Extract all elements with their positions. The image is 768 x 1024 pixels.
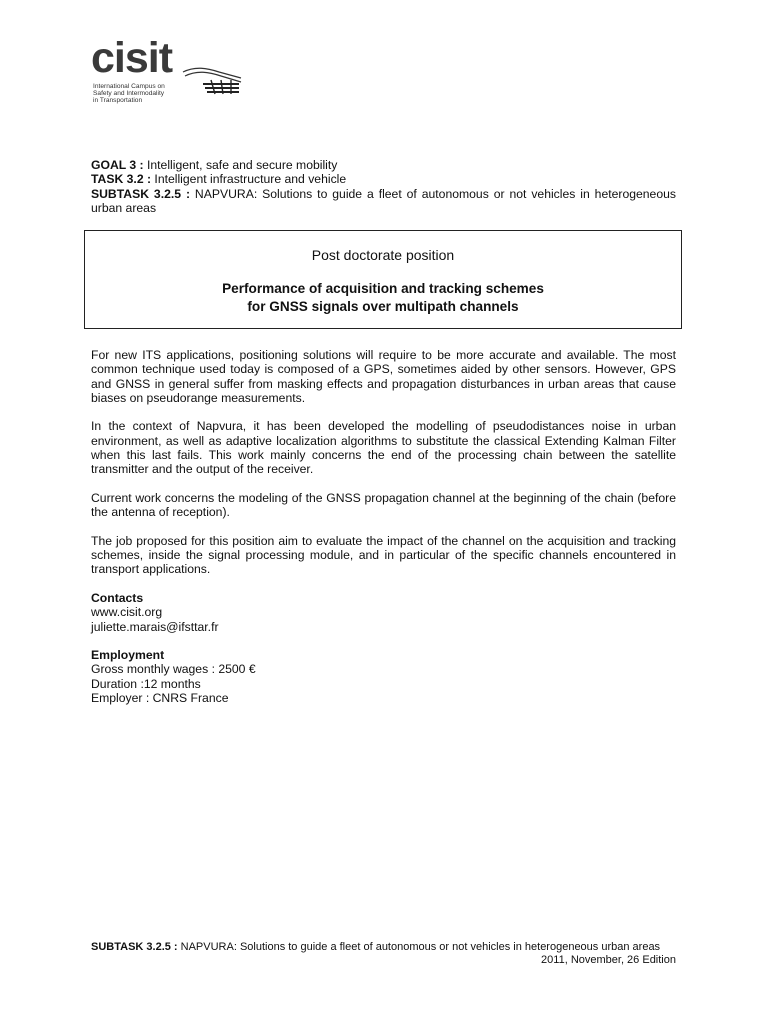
cisit-logo: [91, 34, 251, 116]
paragraph: The job proposed for this position aim to evaluate the impact of the channel on the acquisition and tracking schemes, inside the signal processing module, and in particular of the specific channels encountered in transport applications.: [91, 533, 676, 577]
contacts-heading: Contacts: [91, 591, 144, 606]
employment-section: [91, 648, 676, 705]
task-line: TASK 3.2 : Intelligent infrastructure and vehicle: [91, 172, 347, 187]
body-text: [91, 348, 676, 705]
email-link[interactable]: juliette.marais@ifsttar.fr: [91, 619, 219, 634]
logo-tagline: International Campus on Safety and Intermodality in Transportation: [93, 83, 165, 104]
website-link[interactable]: www.cisit.org: [91, 605, 163, 620]
logo-wordmark: cisit: [91, 34, 173, 82]
road-track-icon: [181, 60, 243, 98]
edition-date: 2011, November, 26 Edition: [541, 953, 676, 966]
paragraph: In the context of Napvura, it has been developed the modelling of pseudodistances noise in urban environment, as well as adaptive localization algorithms to substitute the classical Extending Kalman Filter when this last fails. This work mainly concerns the end of the processing chain between the satellite transmitter and the output of the receiver.: [91, 419, 676, 477]
employment-heading: Employment: [91, 647, 165, 662]
position-title-box: [84, 230, 682, 329]
duration-line: Duration :12 months: [91, 676, 201, 691]
paragraph: Current work concerns the modeling of the GNSS propagation channel at the beginning of the chain (before the antenna of reception).: [91, 490, 676, 520]
position-subject: Performance of acquisition and tracking schemes for GNSS signals over multipath channels: [222, 281, 544, 314]
contacts-section: [91, 591, 676, 634]
subtask-line: SUBTASK 3.2.5 : NAPVURA: Solutions to guide a fleet of autonomous or not vehicles in heterogeneous urban areas: [91, 186, 676, 215]
employer-line: Employer : CNRS France: [91, 690, 229, 705]
goal-line: GOAL 3 : Intelligent, safe and secure mobility: [91, 158, 338, 172]
paragraph: For new ITS applications, positioning solutions will require to be more accurate and available. The most common technique used today is composed of a GPS, sometimes aided by other sensors. However, GPS and GNSS in general suffer from masking effects and propagation disturbances in urban areas that cause biases on pseudorange measurements.: [91, 348, 676, 405]
page-footer: [91, 941, 676, 966]
wages-line: Gross monthly wages : 2500 €: [91, 662, 256, 677]
position-title: Post doctorate position: [311, 247, 455, 263]
footer-subtask: SUBTASK 3.2.5 : NAPVURA: Solutions to guide a fleet of autonomous or not vehicles in heterogeneous urban areas: [91, 941, 661, 953]
project-header: [91, 158, 676, 215]
